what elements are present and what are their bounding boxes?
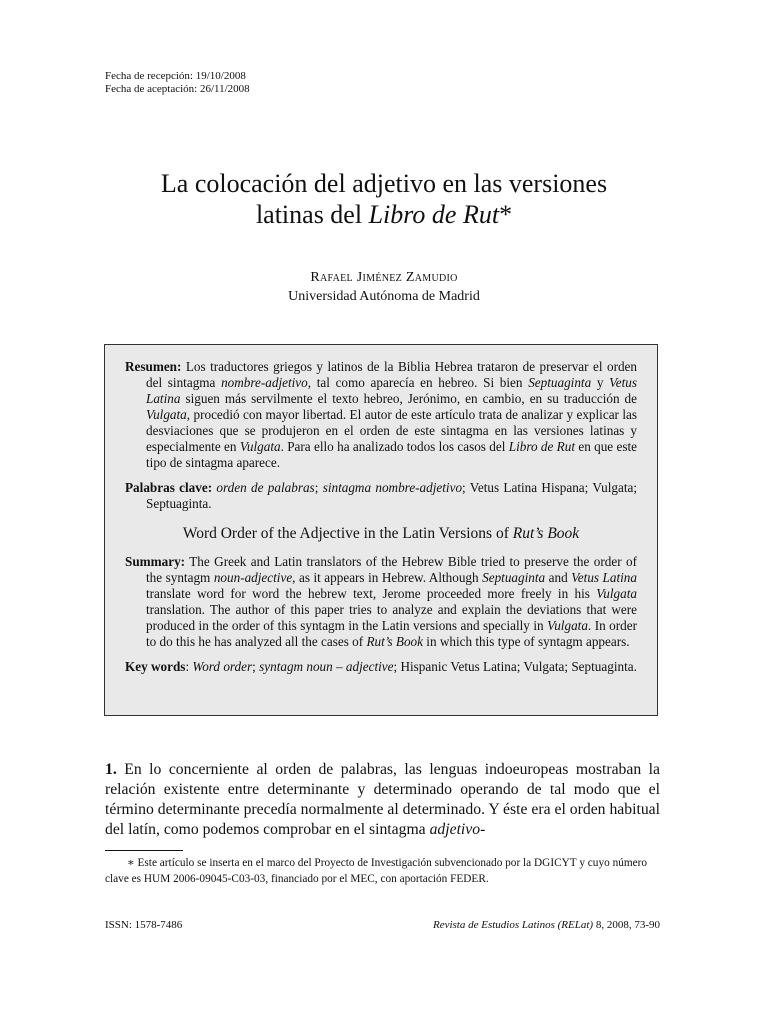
summary-italic: Vulgata: [547, 618, 588, 633]
resumen-text: , tal como aparecía en hebreo. Si bien: [307, 375, 529, 390]
section-number: 1.: [105, 761, 117, 778]
summary-text: . In order to do this he has analyzed all the cases of: [146, 618, 638, 649]
body-section: [105, 760, 660, 840]
summary-italic: Vetus Latina: [571, 570, 637, 585]
resumen-paragraph: [125, 359, 637, 471]
resumen-text: siguen más servilmente el texto hebreo, Jerónimo, en cambio, en su traducción de: [180, 391, 637, 406]
summary-italic: Rut’s Book: [366, 634, 423, 649]
resumen-text: y: [591, 375, 610, 390]
summary-italic: Septuaginta: [482, 570, 546, 585]
english-title-text: Word Order of the Adjective in the Latin Versions of: [182, 525, 513, 542]
summary-label: Summary:: [125, 554, 186, 569]
english-title: [125, 526, 637, 542]
footnote: [105, 855, 660, 887]
summary-paragraph: [125, 554, 637, 650]
received-date: Fecha de recepción: 19/10/2008: [105, 70, 246, 82]
footnote-marker: ∗: [127, 857, 135, 869]
resumen-text: , procedió con mayor libertad. El autor de este artículo trata de analizar y explicar las desviaciones que se produjeron en el orden de este sintagma en las versiones latinas y especialmente en: [146, 407, 637, 454]
english-title-italic: Rut’s Book: [512, 525, 580, 542]
article-title: [100, 168, 668, 230]
key-words-text: ;: [252, 659, 260, 674]
title-line-2-text: latinas del: [255, 200, 369, 229]
palabras-clave-label: Palabras clave:: [125, 480, 213, 495]
key-words-text: ; Hispanic Vetus Latina; Vulgata; Septuaginta.: [393, 659, 637, 674]
summary-text: , as it appears in Hebrew. Although: [292, 570, 483, 585]
title-line-1: La colocación del adjetivo en las versiones: [160, 169, 608, 198]
issn: ISSN: 1578-7486: [105, 919, 183, 931]
journal-citation: [433, 919, 660, 931]
key-words-paragraph: [125, 659, 637, 675]
key-words-italic: Word order: [192, 659, 253, 674]
accepted-date: Fecha de aceptación: 26/11/2008: [105, 83, 250, 95]
resumen-italic: Vulgata: [146, 407, 187, 422]
author-affiliation: Universidad Autónoma de Madrid: [288, 289, 480, 304]
summary-text: in which this type of syntagm appears.: [422, 634, 630, 649]
author-block: [100, 268, 668, 306]
title-book-name: Libro de Rut: [368, 200, 500, 229]
journal-volume: 8, 2008, 73-90: [593, 919, 660, 931]
body-text: En lo concerniente al orden de palabras, las lenguas indoeuropeas mostraban la relación existente entre determinante y determinado operando de tal modo que el término determinante precedía normalmente al determinado. Y éste era el orden habitual del latín, como podemos comprobar en el sintagma: [105, 761, 660, 838]
summary-italic: noun-adjective: [213, 570, 293, 585]
resumen-italic: Libro de Rut: [508, 439, 575, 454]
key-words-italic: syntagm noun – adjective: [259, 659, 394, 674]
resumen-italic: nombre-adjetivo: [221, 375, 308, 390]
key-words-text: :: [185, 659, 193, 674]
resumen-text: . Para ello ha analizado todos los casos del: [280, 439, 509, 454]
journal-name: Revista de Estudios Latinos (RELat): [432, 919, 594, 931]
reception-dates: [105, 70, 250, 96]
footnote-text: Este artículo se inserta en el marco del Proyecto de Investigación subvencionado por la DGICYT y cuyo número clave es HUM 2006-09045-C03-03, financiado por el MEC, con aportación FEDER.: [105, 857, 648, 885]
resumen-text: en que este tipo de sintagma aparece.: [146, 439, 637, 470]
summary-text: translation. The author of this paper tries to analyze and explain the deviations that were produced in the order of this syntagm in the Latin versions and specially in: [146, 602, 637, 633]
title-asterisk: *: [499, 200, 513, 229]
resumen-text: Los traductores griegos y latinos de la Biblia Hebrea trataron de preservar el orden del sintagma: [146, 359, 637, 390]
keyword-italic: orden de palabras: [216, 480, 315, 495]
resumen-italic: Vetus Latina: [146, 375, 637, 406]
footnote-divider: [105, 850, 183, 851]
title-line-2: [100, 199, 668, 230]
summary-italic: Vulgata: [596, 586, 637, 601]
key-words-label: Key words: [125, 659, 186, 674]
body-italic: adjetivo-: [429, 821, 486, 838]
keyword-text: ; Vetus Latina Hispana; Vulgata; Septuaginta.: [146, 480, 638, 511]
resumen-italic: Septuaginta: [528, 375, 592, 390]
resumen-italic: Vulgata: [239, 439, 281, 454]
summary-text: translate word for word the hebrew text, Jerome proceeded more freely in his: [146, 586, 597, 601]
body-paragraph: [105, 760, 660, 840]
abstract-box: [104, 344, 658, 716]
palabras-clave-paragraph: [125, 480, 637, 512]
summary-text: The Greek and Latin translators of the Hebrew Bible tried to preserve the order of the syntagm: [146, 554, 637, 585]
keyword-italic: sintagma nombre-adjetivo: [322, 480, 463, 495]
resumen-label: Resumen:: [125, 359, 182, 374]
keyword-text: ;: [314, 480, 323, 495]
author-name: Rafael Jiménez Zamudio: [310, 270, 458, 285]
summary-text: and: [545, 570, 572, 585]
